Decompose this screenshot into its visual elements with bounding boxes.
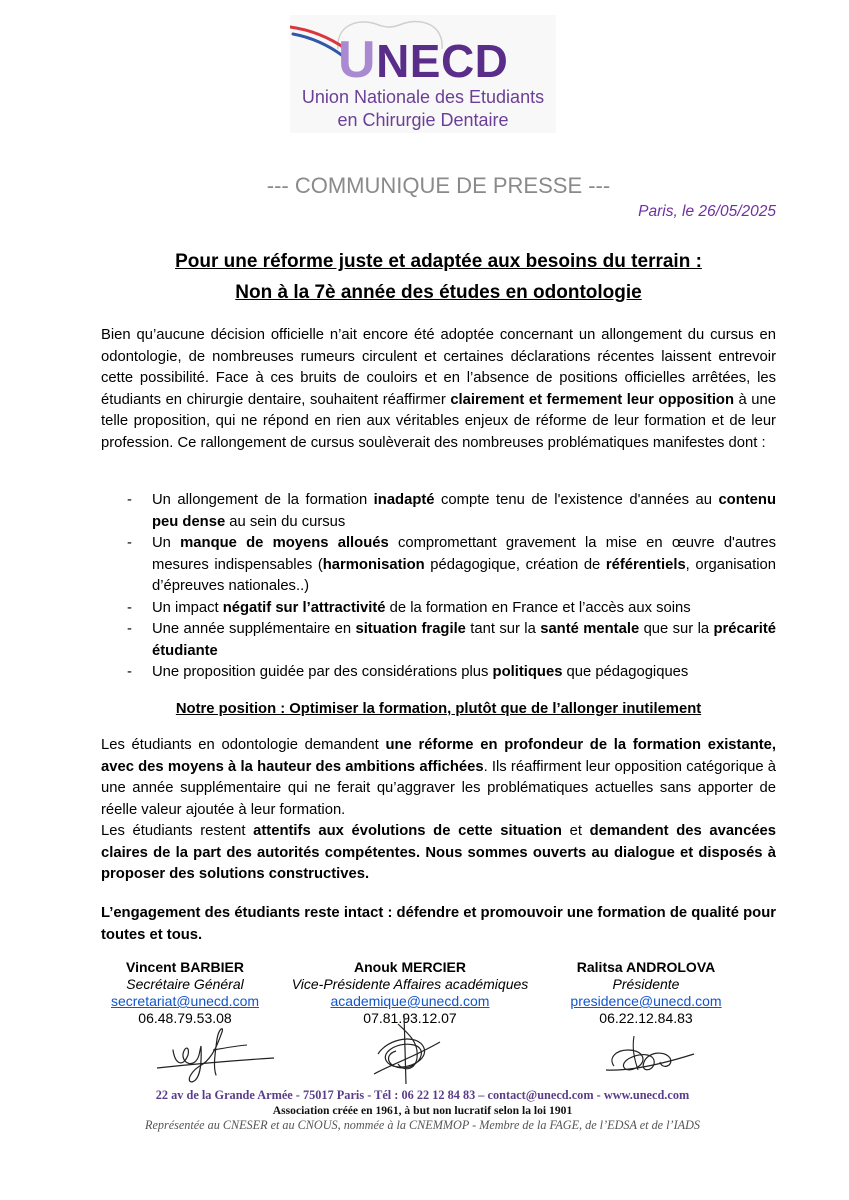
signatory-phone: 06.48.79.53.08: [138, 1010, 232, 1026]
bold-text: contenu peu dense: [152, 492, 776, 530]
logo-organization-name: Union Nationale des Etudiants: [301, 87, 545, 107]
footer-association: Association créée en 1961, à but non lucratif selon la loi 1901: [272, 1104, 573, 1117]
text-run: . Ils réaffirment leur opposition catégorique à une année supplémentaire qui ne ferait qu’aggraver les problématiques actuelles sans apporter de réelle valeur ajoutée à leur formation.: [101, 758, 777, 818]
issues-list: [101, 490, 776, 684]
place-date: Paris, le 26/05/2025: [638, 203, 776, 220]
signatory-name: Anouk MERCIER: [354, 959, 466, 975]
signatory-phone: 06.22.12.84.83: [599, 1010, 693, 1026]
logo-wordmark: UNECD: [338, 31, 509, 89]
bold-text: santé mentale: [540, 621, 640, 637]
document-type-heading: --- COMMUNIQUE DE PRESSE ---: [266, 173, 611, 198]
bold-text: politiques: [492, 664, 563, 680]
text-run: compte tenu de l'existence d'années au: [434, 492, 719, 508]
footer-address: 22 av de la Grande Armée - 75017 Paris - Tél : 06 22 12 84 83 – contact@unecd.com - www.unecd.com: [155, 1088, 690, 1102]
text-run: que sur la: [639, 621, 714, 637]
bullet-marker: -: [127, 492, 132, 508]
bold-text: négatif sur l’attractivité: [222, 599, 386, 616]
text-run: pédagogique, création de: [424, 556, 606, 573]
list-item: [101, 490, 776, 533]
position-paragraph: [101, 735, 776, 821]
closing-text: L’engagement des étudiants reste intact : défendre et promouvoir une formation de qualité pour toutes et tous.: [101, 905, 776, 943]
email-link[interactable]: presidence@unecd.com: [570, 993, 722, 1009]
signatory-name: Vincent BARBIER: [126, 959, 244, 975]
footer: [0, 1088, 845, 1133]
text-run: et: [561, 823, 590, 839]
text-run: que pédagogiques: [562, 664, 689, 680]
list-item: [101, 619, 776, 662]
signatory-role: Présidente: [612, 976, 680, 992]
bold-text: inadapté: [373, 492, 435, 508]
list-item-text: [152, 619, 776, 662]
closing-statement: [101, 903, 776, 946]
list-item-text: [152, 533, 776, 598]
list-item: [101, 598, 776, 620]
list-item-text: [152, 662, 776, 684]
bold-text: manque de moyens alloués: [180, 535, 389, 551]
intro-text: [101, 325, 776, 454]
text-run: Une année supplémentaire en: [152, 621, 356, 637]
text-run: Une proposition guidée par des considérations plus: [152, 664, 493, 680]
bold-text: référentiels: [605, 556, 686, 573]
bold-text: clairement et fermement leur opposition: [450, 391, 735, 408]
title-line-1: Pour une réforme juste et adaptée aux besoins du terrain :: [175, 251, 702, 272]
logo-organization-subtitle: en Chirurgie Dentaire: [337, 110, 509, 130]
list-item-text: [152, 598, 776, 620]
signature-vincent-barbier: [155, 1024, 277, 1086]
position-heading: Notre position : Optimiser la formation, plutôt que de l’allonger inutilement: [175, 701, 702, 717]
signatory-role: Vice-Présidente Affaires académiques: [291, 976, 529, 992]
text-run: Les étudiants en odontologie demandent: [101, 737, 386, 753]
list-item-text: [152, 490, 776, 533]
bold-text: attentifs aux évolutions de cette situation: [253, 823, 562, 839]
bold-text: situation fragile: [355, 621, 466, 637]
signatory-president: [536, 959, 756, 1027]
bullet-marker: -: [127, 664, 132, 680]
signatory-secretary-general: [75, 959, 295, 1027]
text-run: à une telle proposition, qui ne répond en rien aux véritables enjeux de réforme de leur formation et de leur profession. Ce rallongement de cursus soulèverait des nombreuses problématiques manifestes dont :: [101, 391, 776, 451]
signatory-role: Secrétaire Général: [126, 976, 244, 992]
list-item: [101, 662, 776, 684]
text-run: Un allongement de la formation: [152, 492, 374, 508]
signature-ralitsa-androlova: [604, 1028, 700, 1078]
bold-text: précarité étudiante: [152, 621, 777, 659]
signature-anouk-mercier: [368, 1012, 452, 1088]
text-run: compromettant gravement la mise en œuvre d'autres mesures indispensables (: [152, 535, 776, 573]
bullet-marker: -: [127, 621, 132, 637]
bold-text: harmonisation: [322, 556, 425, 573]
bold-text: une réforme en profondeur de la formation existante, avec des moyens à la hauteur des ambitions affichées: [101, 737, 776, 775]
email-link[interactable]: academique@unecd.com: [330, 993, 490, 1009]
email-link[interactable]: secretariat@unecd.com: [110, 993, 260, 1009]
bullet-marker: -: [127, 599, 132, 616]
signatory-phone: 07.81.93.12.07: [363, 1010, 457, 1026]
text-run: , organisation d’épreuves nationales..): [152, 556, 776, 594]
text-run: Bien qu’aucune décision officielle n’ait encore été adoptée concernant un allongement du cursus en odontologie, de nombreuses rumeurs circulent et certaines déclarations récentes laissent entrevoir cette possibilité. Face à ces bruits de couloirs et en l’absence de positions officielles arrêtées, les étudiants en chirurgie dentaire, souhaitent réaffirmer: [101, 327, 776, 408]
position-paragraph: [101, 821, 776, 886]
text-run: Un: [152, 535, 181, 551]
text-run: Les étudiants restent: [101, 823, 254, 839]
position-section: [101, 735, 776, 886]
bullet-marker: -: [127, 535, 132, 551]
text-run: tant sur la: [465, 621, 541, 637]
signatory-name: Ralitsa ANDROLOVA: [576, 959, 716, 975]
text-run: au sein du cursus: [225, 513, 346, 530]
footer-representation: Représentée au CNESER et au CNOUS, nommée à la CNEMMOP - Membre de la FAGE, de l’EDSA et de l’IADS: [145, 1118, 700, 1132]
press-release-title: [101, 246, 776, 308]
list-item: [101, 533, 776, 598]
bold-text: demandent des avancées claires de la part des autorités compétentes. Nous sommes ouverts au dialogue et disposés à proposer des solutions constructives.: [101, 823, 777, 882]
title-line-2: Non à la 7è année des études en odontologie: [235, 282, 642, 303]
text-run: Un impact: [152, 599, 223, 616]
intro-paragraph: [101, 325, 776, 454]
unecd-logo: [290, 15, 556, 133]
text-run: de la formation en France et l’accès aux soins: [385, 599, 691, 616]
